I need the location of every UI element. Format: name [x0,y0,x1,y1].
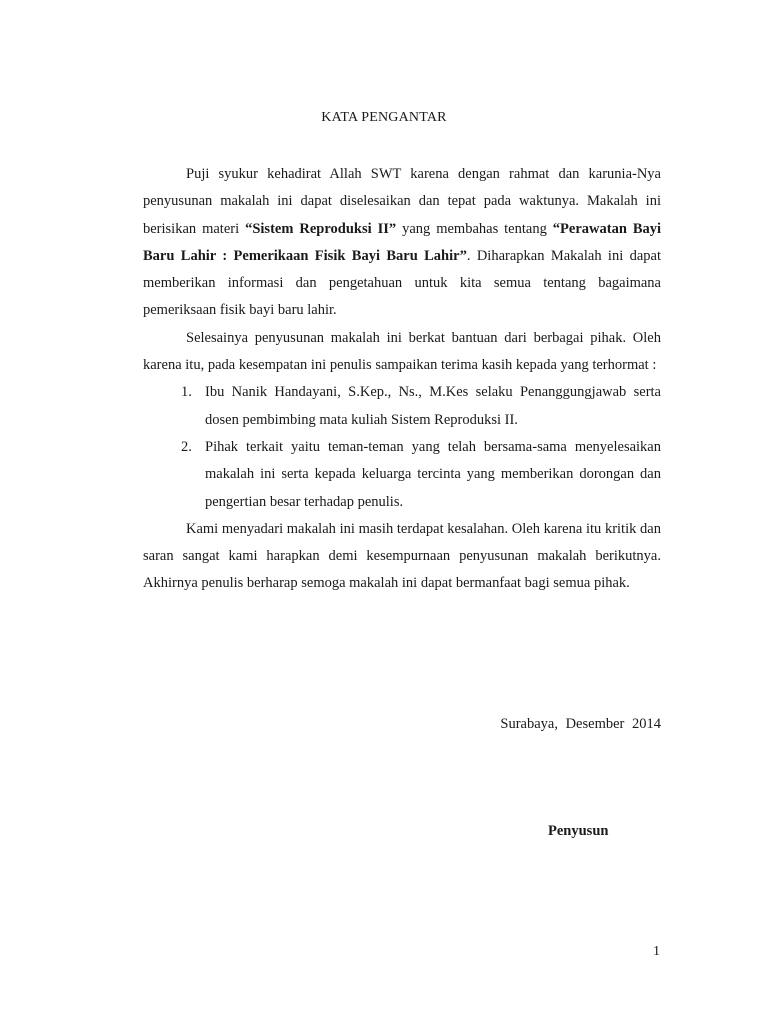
paragraph-intro-part1: Puji syukur kehadirat Allah SWT karena dengan rahmat dan karunia-Nya penyusunan makalah ini dapat diselesaikan dan tepat pada waktunya. Makalah ini berisikan materi [143,166,661,237]
list-item-text: Pihak terkait yaitu teman-teman yang telah bersama-sama menyelesaikan makalah ini serta kepada keluarga tercinta yang memberikan dorongan dan pengertian besar terhadap penulis. [205,438,661,510]
page-title: KATA PENGANTAR [321,110,447,125]
list-item-text: Ibu Nanik Handayani, S.Kep., Ns., M.Kes selaku Penanggungjawab serta dosen pembimbing mata kuliah Sistem Reproduksi II. [205,384,661,428]
paragraph-intro-part3: . Diharapkan Makalah ini dapat memberikan informasi dan pengetahuan untuk kita semua tentang bagaimana pemeriksaan fisik bayi baru lahir. [143,247,662,319]
paragraph-intro [143,161,661,325]
body-text [143,161,661,598]
paragraph-closing: Kami menyadari makalah ini masih terdapat kesalahan. Oleh karena itu kritik dan saran sangat kami harapkan demi kesempurnaan penyusunan makalah berikutnya. Akhirnya penulis berharap semoga makalah ini dapat bermanfaat bagi semua pihak. [143,520,661,592]
thanks-list [143,379,661,515]
list-item [143,434,661,516]
paragraph-acknowledgement: Selesainya penyusunan makalah ini berkat bantuan dari berbagai pihak. Oleh karena itu, pada kesempatan ini penulis sampaikan terima kasih kepada yang terhormat : [143,329,661,374]
signer-label: Penyusun [548,823,609,839]
list-item [143,379,661,434]
paragraph-intro-bold-subject: “Sistem Reproduksi II” [245,220,397,237]
list-item-number: 1. [181,384,192,401]
paragraph-intro-part2: yang membahas tentang [396,220,553,237]
place-date: Surabaya, Desember 2014 [500,716,661,732]
list-item-number: 2. [181,438,192,455]
paragraph-intro-bold-topic: “Perawatan Bayi Baru Lahir : Pemerikaan Fisik Bayi Baru Lahir” [143,220,662,264]
page-number: 1 [653,944,660,959]
